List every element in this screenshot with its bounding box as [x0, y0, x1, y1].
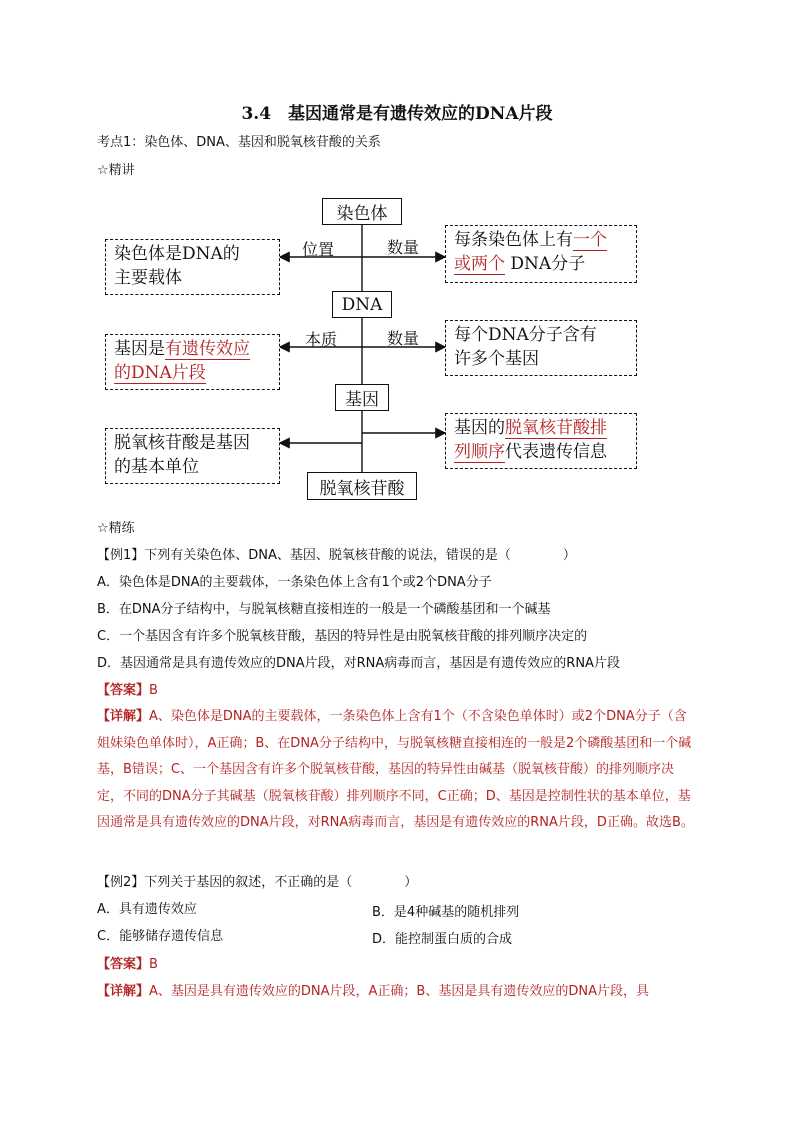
chromosome-box: 染色体 — [322, 198, 402, 225]
jinglian-heading: ☆精练 — [97, 521, 135, 536]
ex1-answer-value: B — [149, 683, 158, 698]
label-quantity-2: 数量 — [387, 329, 420, 348]
label-essence: 本质 — [305, 330, 338, 349]
box-dna-gene-count — [445, 320, 637, 376]
ex2-option-b: B．是4种碱基的随机排列 — [372, 905, 520, 920]
page-title: 3.4 基因通常是有遗传效应的DNA片段 — [241, 104, 553, 124]
box-genetic-info — [445, 413, 637, 469]
label-position: 位置 — [302, 240, 335, 259]
right1-red-1: 一个 — [573, 230, 607, 250]
ex2-option-d: D．能控制蛋白质的合成 — [372, 932, 513, 947]
right3-red-2: 列顺序 — [454, 442, 505, 462]
right3-text-b: 代表遗传信息 — [505, 442, 607, 462]
right3-red-1: 脱氧核苷酸排 — [505, 418, 607, 438]
relationship-diagram — [100, 195, 645, 505]
ex1-option-b: B．在DNA分子结构中，与脱氧核糖直接相连的一般是一个磷酸基团和一个碱基 — [97, 602, 551, 617]
right1-text-b: DNA分子 — [510, 254, 586, 274]
ex1-option-a: A．染色体是DNA的主要载体，一条染色体上含有1个或2个DNA分子 — [97, 575, 492, 590]
right3-text-a: 基因的 — [454, 418, 505, 438]
dna-box: DNA — [332, 291, 392, 318]
gene-box: 基因 — [335, 384, 389, 411]
left2-text-a: 基因是 — [114, 339, 165, 359]
ex1-detail-label: 【详解】 — [97, 709, 150, 724]
left3-line2: 的基本单位 — [114, 457, 199, 477]
ex1-option-c: C．一个基因含有许多个脱氧核苷酸，基因的特异性是由脱氧核苷酸的排列顺序决定的 — [97, 629, 588, 644]
ex2-detail-text: A、基因是具有遗传效应的DNA片段，A正确；B、基因是具有遗传效应的DNA片段，具 — [149, 984, 649, 999]
left1-line1: 染色体是DNA的 — [114, 244, 240, 264]
ex2-answer-value: B — [149, 957, 158, 972]
box-chromosome-dna-count — [445, 225, 637, 283]
ex2-question: 【例2】下列关于基因的叙述，不正确的是（ ） — [97, 875, 418, 890]
ex2-detail-label: 【详解】 — [97, 984, 150, 999]
ex2-option-a: A．具有遗传效应 — [97, 902, 197, 917]
jingjiang-heading: ☆精讲 — [97, 163, 135, 178]
box-gene-essence — [105, 334, 280, 390]
ex1-answer — [97, 682, 158, 700]
left1-line2: 主要载体 — [114, 268, 182, 288]
ex1-question: 【例1】下列有关染色体、DNA、基因、脱氧核苷酸的说法，错误的是（ ） — [97, 548, 576, 563]
ex2-answer — [97, 956, 158, 974]
nucleotide-box: 脱氧核苷酸 — [307, 472, 417, 500]
ex1-option-d: D．基因通常是具有遗传效应的DNA片段，对RNA病毒而言，基因是有遗传效应的RNA片段 — [97, 656, 620, 671]
ex2-answer-label: 【答案】 — [97, 957, 150, 972]
right2-line2: 许多个基因 — [454, 349, 539, 369]
kaodian-heading: 考点1：染色体、DNA、基因和脱氧核苷酸的关系 — [97, 135, 381, 150]
ex2-option-c: C．能够储存遗传信息 — [97, 929, 224, 944]
right1-text-a: 每条染色体上有 — [454, 230, 573, 250]
ex2-detail — [97, 979, 697, 1006]
box-nucleotide-unit — [105, 428, 280, 484]
label-quantity-1: 数量 — [387, 238, 420, 257]
ex1-detail — [97, 704, 697, 837]
right2-line1: 每个DNA分子含有 — [454, 325, 597, 345]
right1-red-2: 或两个 — [454, 254, 505, 274]
ex1-detail-text: A、染色体是DNA的主要载体，一条染色体上含有1个（不含染色单体时）或2个DNA分子（含姐妹染色单体时），A正确；B、在DNA分子结构中，与脱氧核糖直接相连的一般是2个磷酸基团和一个碱基，B错误；C、一个基因含有许多个脱氧核苷酸，基因的特异性由碱基（脱氧核苷酸）的排列顺序决定，不同的DNA分子其碱基（脱氧核苷酸）排列顺序不同，C正确；D、基因是控制性状的基本单位，基因通常是具有遗传效应的DNA片段，对RNA病毒而言，基因是有遗传效应的RNA片段，D正确。故选B。 — [97, 709, 694, 830]
left2-red-1: 有遗传效应 — [165, 339, 250, 359]
left3-line1: 脱氧核苷酸是基因 — [114, 433, 250, 453]
left2-red-2: 的DNA片段 — [114, 363, 206, 383]
ex1-answer-label: 【答案】 — [97, 683, 150, 698]
box-chromosome-carrier — [105, 239, 280, 295]
